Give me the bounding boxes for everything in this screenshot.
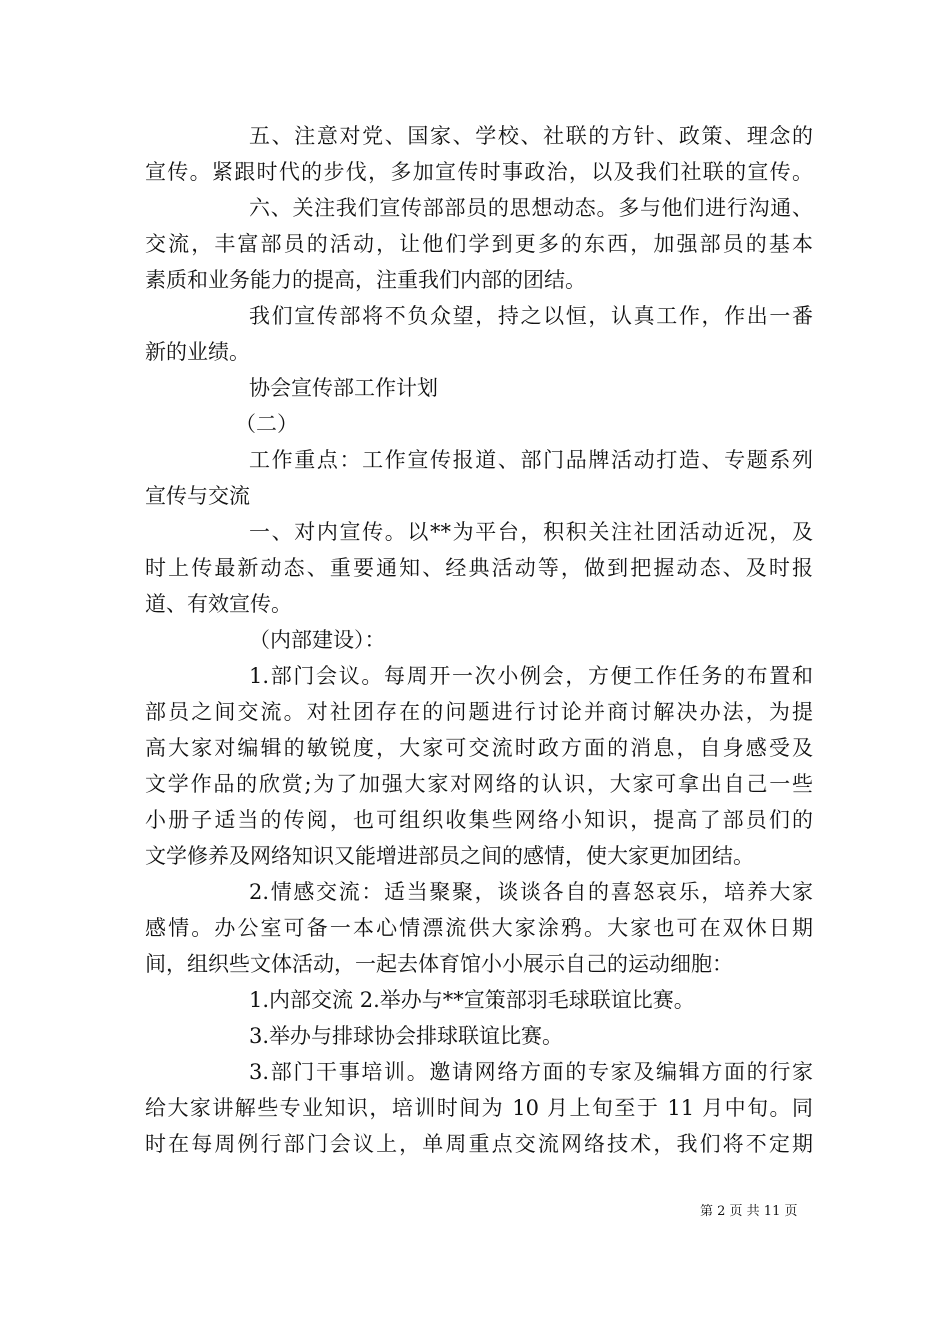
text-line: 文学作品的欣赏;为了加强大家对网络的认识，大家可拿出自己一些 [145, 772, 813, 796]
text-line: 一、对内宣传。以**为平台，积积关注社团活动近况，及 [249, 520, 813, 544]
text-line: 部员之间交流。对社团存在的问题进行讨论并商讨解决办法，为提 [145, 700, 813, 724]
text-line: 2.情感交流：适当聚聚，谈谈各自的喜怒哀乐，培养大家 [249, 880, 813, 904]
section-subtitle: （二） [235, 412, 298, 436]
section-title: 协会宣传部工作计划 [249, 376, 438, 400]
document-body [145, 118, 813, 1162]
text-line: 宣传与交流 [145, 484, 250, 508]
text-line: 交流，丰富部员的活动，让他们学到更多的东西，加强部员的基本 [145, 232, 813, 256]
text-line: 六、关注我们宣传部部员的思想动态。多与他们进行沟通、 [249, 196, 813, 220]
text-line: 1.部门会议。每周开一次小例会，方便工作任务的布置和 [249, 664, 813, 688]
text-line: 3.部门干事培训。邀请网络方面的专家及编辑方面的行家 [249, 1060, 813, 1084]
text-line: 时上传最新动态、重要通知、经典活动等，做到把握动态、及时报 [145, 556, 813, 580]
text-line: 高大家对编辑的敏锐度，大家可交流时政方面的消息，自身感受及 [145, 736, 813, 760]
text-line: 道、有效宣传。 [145, 592, 292, 616]
text-line: 宣传。紧跟时代的步伐，多加宣传时事政治，以及我们社联的宣传。 [145, 160, 813, 184]
text-line: 小册子适当的传阅，也可组织收集些网络小知识，提高了部员们的 [145, 808, 813, 832]
text-line: （内部建设）： [249, 628, 386, 652]
text-line: 3.举办与排球协会排球联谊比赛。 [249, 1024, 564, 1048]
text-line: 我们宣传部将不负众望，持之以恒，认真工作，作出一番 [249, 304, 813, 328]
text-line: 1.内部交流 2.举办与**宣策部羽毛球联谊比赛。 [249, 988, 695, 1012]
text-line: 感情。办公室可备一本心情漂流供大家涂鸦。大家也可在双休日期 [145, 916, 813, 940]
text-line: 五、注意对党、国家、学校、社联的方针、政策、理念的 [249, 124, 813, 148]
text-line: 工作重点：工作宣传报道、部门品牌活动打造、专题系列 [249, 448, 813, 472]
text-line: 素质和业务能力的提高，注重我们内部的团结。 [145, 268, 586, 292]
text-line: 时在每周例行部门会议上，单周重点交流网络技术，我们将不定期 [145, 1132, 813, 1156]
text-line: 给大家讲解些专业知识，培训时间为 10 月上旬至于 11 月中旬。同 [145, 1096, 813, 1120]
page-number: 第 2 页 共 11 页 [700, 1204, 798, 1219]
text-line: 间，组织些文体活动，一起去体育馆小小展示自己的运动细胞： [145, 952, 733, 976]
text-line: 文学修养及网络知识又能增进部员之间的感情，使大家更加团结。 [145, 844, 754, 868]
text-line: 新的业绩。 [145, 340, 250, 364]
